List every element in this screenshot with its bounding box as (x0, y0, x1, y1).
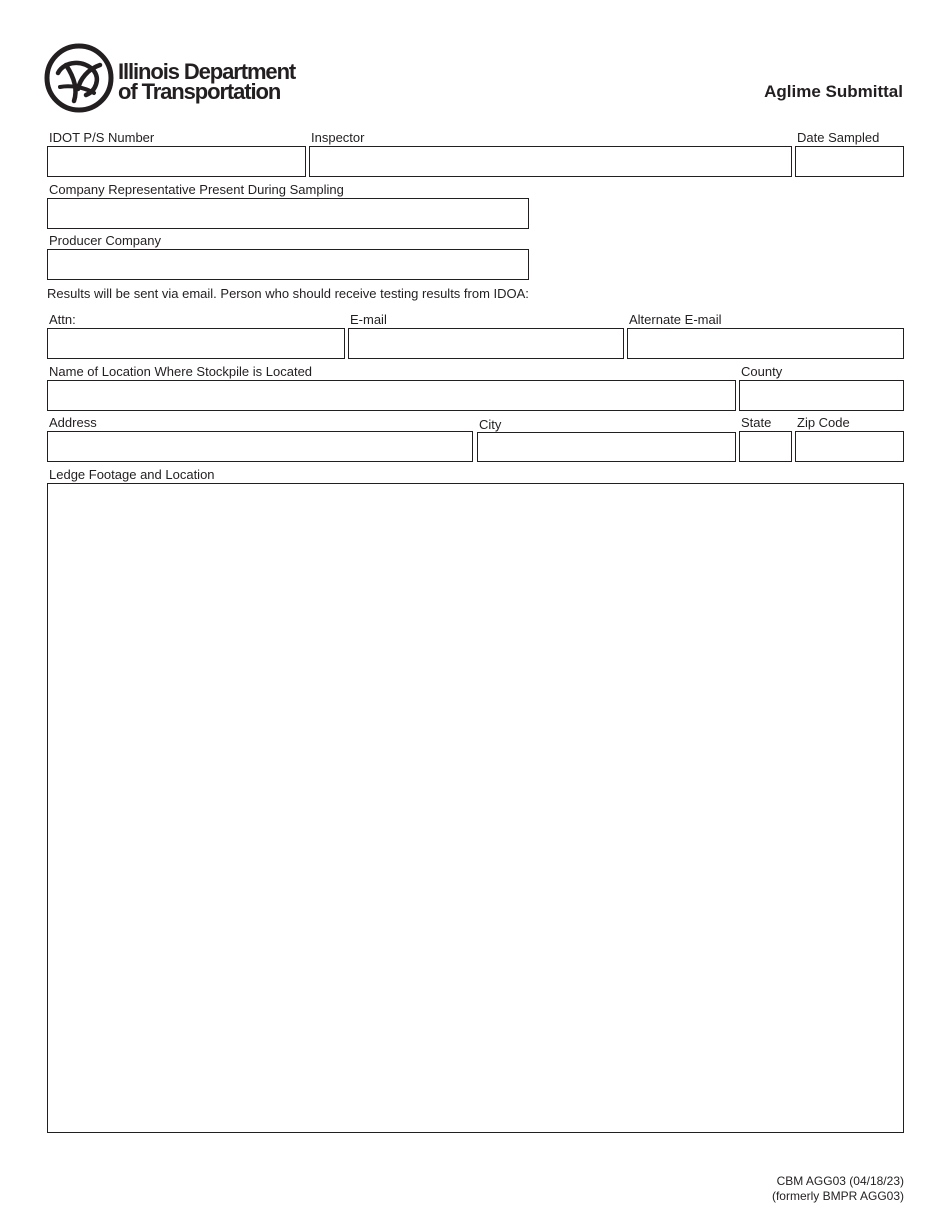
inspector-input[interactable] (309, 146, 792, 177)
address-input[interactable] (47, 431, 473, 462)
company-rep-label: Company Representative Present During Sampling (49, 182, 344, 197)
ledge-footage-label: Ledge Footage and Location (49, 467, 215, 482)
ps-number-label: IDOT P/S Number (49, 130, 155, 145)
producer-company-label: Producer Company (49, 233, 161, 248)
agency-name-line2: of Transportation (118, 79, 281, 104)
address-label: Address (49, 415, 97, 430)
email-label: E-mail (350, 312, 387, 327)
formerly-number: (formerly BMPR AGG03) (771, 1189, 904, 1203)
stockpile-location-input[interactable] (47, 380, 736, 411)
state-input[interactable] (739, 431, 792, 462)
alt-email-label: Alternate E-mail (629, 312, 722, 327)
zip-label: Zip Code (797, 415, 850, 430)
ps-number-input[interactable] (47, 146, 306, 177)
results-note: Results will be sent via email. Person who should receive testing results from IDOA: (47, 286, 529, 301)
county-input[interactable] (739, 380, 904, 411)
zip-input[interactable] (795, 431, 904, 462)
agency-name-line1: Illinois Department (118, 59, 296, 84)
county-label: County (741, 364, 783, 379)
date-sampled-label: Date Sampled (797, 130, 880, 145)
alt-email-input[interactable] (627, 328, 904, 359)
producer-company-input[interactable] (47, 249, 529, 280)
form-title: Aglime Submittal (764, 82, 903, 101)
inspector-label: Inspector (311, 130, 365, 145)
ledge-footage-textarea[interactable] (47, 483, 904, 1133)
idot-logo (44, 43, 114, 113)
idot-logo-icon (44, 43, 114, 113)
city-input[interactable] (477, 432, 736, 462)
company-rep-input[interactable] (47, 198, 529, 229)
stockpile-location-label: Name of Location Where Stockpile is Located (49, 364, 313, 379)
form-number: CBM AGG03 (04/18/23) (776, 1174, 904, 1188)
email-input[interactable] (348, 328, 624, 359)
attn-label: Attn: (49, 312, 76, 327)
city-label: City (479, 417, 502, 432)
attn-input[interactable] (47, 328, 345, 359)
date-sampled-input[interactable] (795, 146, 904, 177)
state-label: State (741, 415, 772, 430)
